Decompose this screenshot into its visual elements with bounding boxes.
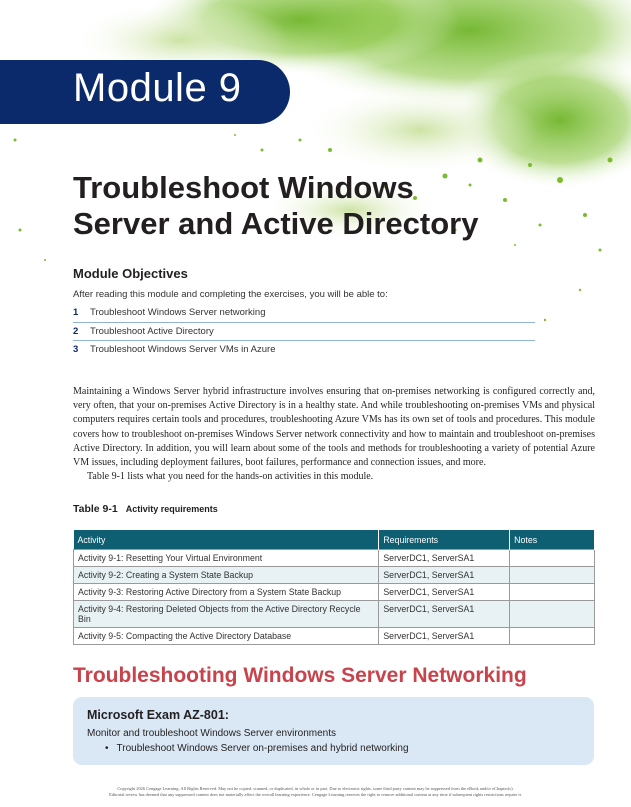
cell-activity: Activity 9-3: Restoring Active Directory from a System State Backup <box>74 584 379 601</box>
body-paragraph: Maintaining a Windows Server hybrid infrastructure involves ensuring that on-premises networking is configured correctly and, very often, that your on-premises Active Directory is in a healthy state. And while troubleshooting on-premises VMs and physical computers requires certain tools and procedures, troubleshooting Azure VMs has its own set of tools and procedures. This module covers how to troubleshoot on-premises Windows Server network connectivity and how to maintain and troubleshoot on-premises Active Directory. In addition, you will learn about some of the tools and methods for troubleshooting a variety of potential Azure VM issues, including deployment failures, boot failures, performance and connection issues, and more. <box>73 386 595 469</box>
footer-line2: Editorial review has deemed that any suppressed content does not materially affect the overall learning experience. Cengage Learning reserves the right to remove additional content at any time if subsequent rights restrictions require it. <box>109 792 522 797</box>
table-caption <box>73 503 218 515</box>
cell-activity: Activity 9-4: Restoring Deleted Objects from the Active Directory Recycle Bin <box>74 601 379 628</box>
cell-notes <box>510 628 595 645</box>
footer-line1: Copyright 2026 Cengage Learning. All Rights Reserved. May not be copied, scanned, or duplicated, in whole or in part. Due to electronic rights, some third party content may be suppressed from the eBook and/or eChapter(s). <box>117 786 514 791</box>
table-row <box>74 567 595 584</box>
objective-number: 3 <box>73 344 79 355</box>
cell-activity: Activity 9-2: Creating a System State Backup <box>74 567 379 584</box>
module-label: Module 9 <box>73 66 242 110</box>
objective-text: Troubleshoot Windows Server VMs in Azure <box>90 344 276 355</box>
header-requirements: Requirements <box>379 530 510 550</box>
table-row <box>74 584 595 601</box>
cell-requirements: ServerDC1, ServerSA1 <box>379 628 510 645</box>
cell-activity: Activity 9-5: Compacting the Active Directory Database <box>74 628 379 645</box>
body-text <box>73 385 595 484</box>
objectives-intro: After reading this module and completing the exercises, you will be able to: <box>73 289 388 300</box>
table-row <box>74 550 595 567</box>
cell-requirements: ServerDC1, ServerSA1 <box>379 550 510 567</box>
header-activity: Activity <box>74 530 379 550</box>
header-notes: Notes <box>510 530 595 550</box>
objectives-list <box>73 304 535 359</box>
bullet-icon: • <box>105 743 109 754</box>
chapter-title <box>73 170 593 242</box>
objective-number: 2 <box>73 325 79 337</box>
objective-item <box>73 323 535 342</box>
chapter-title-line2: Server and Active Directory <box>73 206 479 241</box>
objective-text: Troubleshoot Active Directory <box>90 325 214 337</box>
table-row <box>74 601 595 628</box>
cell-requirements: ServerDC1, ServerSA1 <box>379 584 510 601</box>
objective-item <box>73 341 535 359</box>
table-row <box>74 628 595 645</box>
exam-bullet-text: Troubleshoot Windows Server on-premises and hybrid networking <box>116 743 409 754</box>
exam-subtitle: Monitor and troubleshoot Windows Server environments <box>87 728 337 739</box>
copyright-footer <box>0 786 631 798</box>
body-paragraph: Table 9-1 lists what you need for the hands-on activities in this module. <box>87 471 374 483</box>
section-heading: Troubleshooting Windows Server Networking <box>73 664 527 687</box>
objective-text: Troubleshoot Windows Server networking <box>90 307 266 318</box>
cell-notes <box>510 601 595 628</box>
exam-title: Microsoft Exam AZ-801: <box>87 708 229 722</box>
cell-activity: Activity 9-1: Resetting Your Virtual Environment <box>74 550 379 567</box>
exam-bullet <box>105 743 409 754</box>
objective-item <box>73 304 535 323</box>
cell-notes <box>510 550 595 567</box>
cell-notes <box>510 584 595 601</box>
objectives-heading: Module Objectives <box>73 266 188 281</box>
table-caption-text: Activity requirements <box>125 504 218 514</box>
objective-number: 1 <box>73 307 79 318</box>
chapter-title-line1: Troubleshoot Windows <box>73 170 414 205</box>
cell-requirements: ServerDC1, ServerSA1 <box>379 601 510 628</box>
table-label: Table 9-1 <box>73 503 118 515</box>
module-label-banner <box>0 60 290 124</box>
cell-notes <box>510 567 595 584</box>
table-header-row <box>74 530 595 550</box>
cell-requirements: ServerDC1, ServerSA1 <box>379 567 510 584</box>
requirements-table <box>73 530 595 645</box>
exam-callout <box>73 697 594 765</box>
